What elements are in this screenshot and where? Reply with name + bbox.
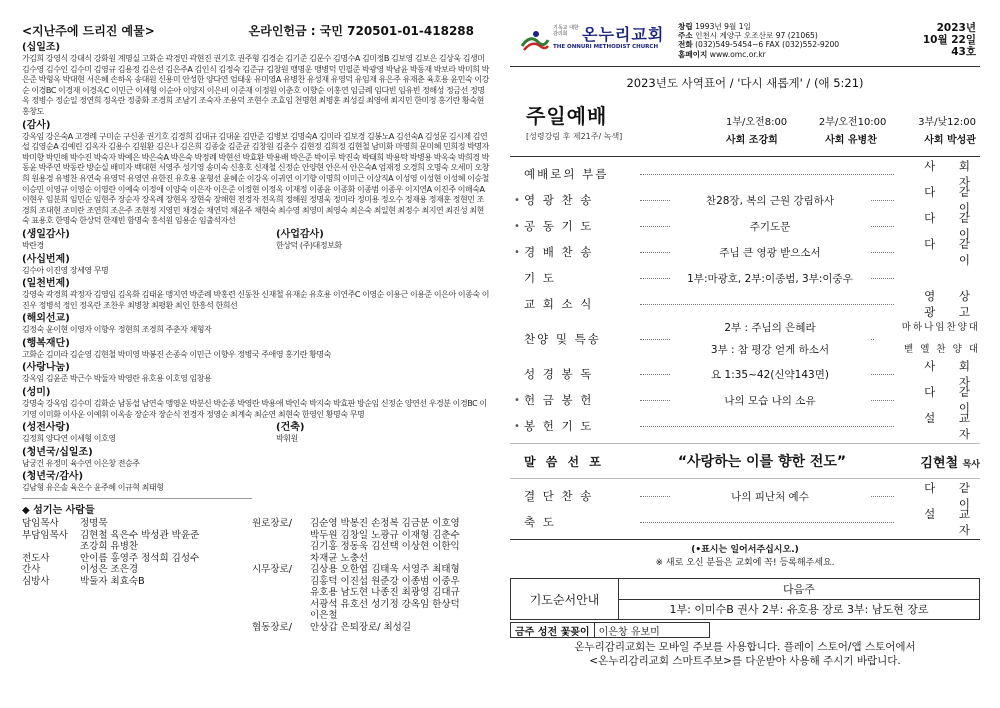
order-item [510,291,980,317]
overseas-label: (해외선교) [22,313,70,325]
web-label: 홈페이지 [678,49,708,59]
special-choirs [880,317,980,361]
standing-note: (•표시는 일어서주십시오.) [691,545,799,555]
servant-names: 안이름 홍영주 정석희 김성수 [80,552,200,564]
onek-names: 강영숙 곽경희 곽정자 김영임 김옥화 김태윤 맹지연 박준례 박홍련 신동찬 신재철 유재순 유호용 이연주C 이영순 이용근 이용준 이은아 이종숙 이진우 정병석 정인 정옥란 조찬우 최병창 최평환 최인 한흥석 한희선 [22,290,490,310]
order-content: 주님 큰 영광 받으소서 [670,245,870,260]
bulletin-column [510,22,980,702]
holy-names: 강명숙 강옥임 김수미 김화순 남동섭 남연숙 맹영운 박분신 박순종 박영란 박용애 박인숙 박지숙 박효판 방순임 신정순 양연선 우경분 이경BC 이기영 이미화 이사운 이예휘 이옥송 장순자 장순식 전경자 정영순 최계숙 최순연 최현숙 한영인 황명숙 무명 [22,399,487,419]
flower-label: 금주 성전 꽃꽂이 [511,623,595,637]
company-label: (사업감사) [276,228,324,240]
servant-names: 박두원 김창일 노광규 이재형 김춘수 [310,529,460,541]
leader-2: 사회 유병찬 [825,135,877,146]
order-content: 찬28장, 복의 근원 강림하사 [670,193,870,208]
flower-names: 이은창 유보미 [598,626,660,638]
special-song-2: 3부 : 참 평강 얻게 하소서 [710,344,830,356]
standing-bullet: • [514,194,520,206]
servant-row [22,530,252,542]
servant-names: 김기홍 정동욱 김선택 이상현 이한익 [310,541,460,553]
servant-row [22,541,252,553]
prayer-schedule [510,578,980,620]
leader-1: 사회 조강희 [726,135,778,146]
servant-names: 조강희 유병찬 [80,541,139,553]
logo-denomination: 기독교 대한감리회 [553,25,579,37]
order-of-worship [510,156,980,540]
offering-header [22,22,490,40]
standing-bullet: • [514,394,520,406]
founded-label: 창립 [678,22,693,31]
servant-row [22,564,252,576]
order-responsible: 사 회 자 [924,359,980,389]
servant-names: 김홍덕 이진섭 원준강 이종범 이중우 [310,575,460,587]
youth-tithe-names: 남궁건 유정미 육수연 이은창 전승주 [22,458,140,468]
order-content: 나의 모습 나의 소유 [670,393,870,408]
service-title: 주일예배 [526,104,608,128]
special-songs [670,317,870,361]
servant-role [22,541,80,553]
issue-date [878,22,980,58]
masthead-divider [510,66,980,67]
order-responsible: 다 같 이 [924,185,980,215]
temple-love-label: (성전사랑) [22,422,70,434]
sermon-row [510,443,980,479]
order-title: 경 배 찬 송 [524,245,594,259]
birthday-company-pair [22,227,490,252]
flower-arrangement [510,622,710,638]
order-responsible: 설 교 자 [924,411,980,441]
servant-role [252,610,310,622]
missions-label: (사십번제) [22,253,70,265]
order-title: 결 단 찬 송 [524,489,594,503]
order-content: 주기도문 [670,219,870,234]
offering-column [22,22,490,702]
address-label: 주소 [678,31,693,41]
servant-role [252,587,310,599]
missions-names: 김수아 이진영 장세영 무명 [22,265,109,275]
order-title: 헌 금 봉 헌 [524,393,594,407]
church-logo [510,22,678,60]
youth-thanks-label: (청년국/감사) [22,471,84,483]
issue-year: 2023년 [936,22,976,34]
order-title: 성 경 봉 독 [524,367,594,381]
order-title: 기 도 [524,271,556,285]
sermon-preacher [890,452,980,471]
order-item [510,413,980,439]
order-title: 예배로의 부름 [524,167,609,181]
order-responsible: 설 교 자 [924,507,980,537]
offering-title: <지난주에 드리진 예물> [22,24,155,38]
preacher-name: 김현철 [920,455,959,471]
servants-left [22,518,252,633]
order-title: 축 도 [524,515,556,529]
order-title: 찬양 및 특송 [524,332,601,346]
order-title: 교 회 소 식 [524,297,594,311]
dot-leader [640,174,894,175]
servant-names: 박둘자 최효숙B [80,575,145,587]
leader-3: 사회 박성관 [924,135,976,146]
birthday-label: (생일감사) [22,228,70,240]
servant-names: 정명묵 [80,518,108,530]
thanks-label: (감사) [22,119,51,131]
servants-list [22,518,490,633]
servant-role: 부담임목사 [22,529,68,541]
service-time-1: 1부/오전8:00 [726,117,788,128]
special-choir-1: 마하나임찬양대 [901,322,980,333]
order-responsible: 다 같 이 [924,481,980,511]
order-content: 나의 피난처 예수 [670,489,870,504]
tithe-label: (십일조) [22,42,61,53]
birthday-names: 박란경 [22,240,44,250]
servants-header: ◆ 섬기는 사람들 [22,498,252,516]
servant-row [22,518,252,530]
love-names: 강옥임 김윤준 박근수 박둘자 박영란 유호용 이호영 임창용 [22,374,212,384]
servant-row [252,541,490,553]
service-times [726,117,976,129]
service-leaders [726,131,976,146]
prayer-leaders: 1부: 이미수B 권사 2부: 유호용 장로 3부: 남도현 장로 [669,603,929,617]
servant-row [22,553,252,565]
order-content: 1부:마광호, 2부:이종범, 3부:이중우 [670,271,870,286]
dot-leader [640,304,894,305]
love-label: (사랑나눔) [22,362,70,374]
phone-label: 전화 [678,40,693,50]
servant-row [252,530,490,542]
order-item [510,509,980,535]
service-time-3: 3부/낮12:00 [918,117,976,128]
happy-label: (행복재단) [22,337,70,349]
servant-row [252,518,490,530]
order-title: 봉 헌 기 도 [524,419,594,433]
servant-names: 안상갑 은퇴장로/ 최성길 [310,621,412,633]
order-content: 요 1:35~42(신약143면) [670,367,870,382]
preacher-title: 목사 [962,459,980,470]
standing-bullet: • [514,420,520,432]
servant-role: 간사 [22,564,41,576]
order-title: 영 광 찬 송 [524,193,594,207]
servant-row [252,587,490,599]
servant-row [22,576,252,588]
servant-role [252,599,310,611]
servant-row [252,576,490,588]
prayer-schedule-body [619,579,979,619]
sermon-title: “사랑하는 이를 향한 전도” [677,454,847,470]
youth-thanks-names: 김남형 유은솔 육은수 윤주혜 이규혁 최태형 [22,483,164,493]
church-website[interactable]: www.omc.or.kr [709,49,766,59]
newcomer-note: ※ 새로 오신 분들은 교회에 꼭! 등록해주세요. [655,558,835,568]
church-logo-icon [520,28,550,54]
offering-account: 온라인헌금 : 국민 720501-01-418288 [248,24,474,38]
standing-bullet: • [514,246,520,258]
issue-day: 10월 22일 [922,34,976,46]
servant-role [252,553,310,565]
service-header [526,97,980,129]
servant-role: 전도사 [22,552,50,564]
sermon-label: 말 씀 선 포 [524,454,604,469]
church-phone: (032)549-5454~6 FAX (032)552-9200 [695,40,840,50]
servant-role [252,530,310,542]
happy-names: 고화순 김미라 김순영 김현철 박미영 박봉진 손종숙 이민근 이향우 정병국 주애영 홍기란 황명숙 [22,349,331,359]
service-subheader [526,131,980,146]
notes [510,544,980,570]
servant-names: 김상용 오한엽 김태욱 서영주 최태형 [310,564,460,576]
servant-row [252,622,490,634]
servant-role: 협동장로/ [252,621,292,633]
standing-bullet: • [514,220,520,232]
servant-names: 김순영 박봉진 손정복 김금분 이호영 [310,518,460,530]
servant-names: 김현철 육은수 박성관 박윤준 [80,529,200,541]
service-time-2: 2부/오전10:00 [818,117,887,128]
masthead [510,22,980,66]
liturgical-season: [성령강림 후 제21주/ 녹색] [526,132,623,141]
servant-names: 이성은 조은경 [80,564,139,576]
servants-right [252,518,490,633]
servant-role [252,576,310,588]
special-choir-2: 벧 엘 찬 양 대 [904,344,980,355]
temple-love-names: 김정희 양다연 이세형 이호영 [22,434,116,444]
servant-role: 시무장로/ [252,564,292,576]
order-item [510,239,980,265]
building-pair [22,420,490,445]
app-notice-line1: 온누리감리교회는 모바일 주보를 사용합니다. 플레이 스토어/앱 스토어에서 [574,641,916,653]
order-responsible: 다 같 이 [924,211,980,241]
special-song-1: 2부 : 주님의 은혜라 [724,322,816,334]
year-motto: 2023년도 사역표어 / '다시 새롭게' / (애 5:21) [626,76,864,90]
order-responsible: 다 같 이 [924,237,980,267]
servant-names: 차재균 노충선 [310,552,369,564]
logo-church-name: 온누리교회 [582,25,665,44]
prayer-schedule-label: 기도순서안내 [511,579,619,619]
overseas-names: 김정숙 윤이현 이영자 이향우 정현희 조경희 주춘자 채형자 [22,325,212,335]
dot-leader [640,426,894,427]
app-notice-line2: <온누리감리교회 스마트주보>를 다운받아 사용해 주시기 바랍니다. [589,655,901,667]
order-title: 공 동 기 도 [524,219,594,233]
church-address: 인천시 계양구 오조산로 97 (21065) [695,31,818,41]
order-responsible: 다 같 이 [924,385,980,415]
mobile-bulletin-notice [510,640,980,668]
onek-label: (일천번제) [22,278,70,290]
building-label: (건축) [276,422,305,434]
thanks-names: 강옥임 강은숙A 고경례 구미순 구신종 권기호 김경희 김대규 김대윤 김만준 김병보 김명숙A 김미라 김보경 김봉노A 김선숙A 김성문 김시제 김연섭 김영순A 김예린 김옥자 김용수 김원환 김은나 김은희 김종술 김준균 김창원 김춘수 김현정 김희정 김현철 남미화 마명희 문미혜 민희정 박명자 박미향 박민해 박수진 박숙자 박예은 박은숙A 박은숙 박정례 박현선 박효환 박용배 박은준 박이루 박진숙 박태희 박용탁 박병용 박옥숙 박희경 박동윤 박주연 박동란 방순실 배미자 백대현 서영주 성기영 송미숙 신흥호 신재철 신정순 안양현 안은서 안은숙A 엄재정 오경희 오명숙 오세미 오창희 원용경 유병찬 유연숙 유영덕 유영연 유한진 유호용 윤형선 윤혜순 이강옥 이귀연 이기향 이명희 이미근 이상직A 이성영 이성현 이성혜 이승철 이승민 이영규 이영순 이영란 이예숙 이정애 이양숙 이은자 이은준 이정현 이정옥 이재정 이종윤 이종화 이종범 이종우 이지연A 이진주 이해숙A 이현우 임분희 임민순 임현주 장순자 장옥례 장현옥 장현숙 장해현 전경자 전옥희 정해원 정명욱 정미라 정미용 정오수 정재용 정재훈 정현민 조경희 조대현 조미란 조연희 조은주 조현정 지영민 채경순 채연덕 채윤주 채현숙 최수영 최영미 최영숙 최은숙 최일현 최정수 최지연 최진성 최현숙 표용호 한명숙 한상덕 한재빈 함명숙 홍석원 임용순 임출석자선 [22,131,489,226]
order-item-special [510,317,980,361]
servant-names: 서광석 유호선 성기정 강옥임 한상덕 [310,598,460,610]
holy-label: (성미) [22,387,51,399]
servant-role: 원로장로/ [252,518,292,530]
tithe-names: 가김희 강영식 강대식 강화원 계명실 고화순 곽경민 곽현진 권기호 권주형 김경순 김기준 김문수 김명수A 김미정B 김보영 김보은 김상욱 김생미 김수영 김수인 김수미 김영규 김용정 김은선 김은주A 김인식 김정숙 김준규 김창원 맹명운 맹병덕 민필준 박광영 박남윤 박동재 박보라 박미희 박은준 박형옥 박대현 서은혜 손하옥 송대원 신용미 안성한 양다연 엄태웅 유미영A 유병찬 유성재 유영덕 유임재 유은주 유재춘 육호용 윤민숙 이강순 이경BC 이경재 이경옥C 이민근 이세형 이순아 이양지 이은비 이준재 이정원 이춘호 이향순 이홍연 임금례 임다빈 임유빈 정해성 정금선 정명옥 정병수 정순일 정연희 정옥란 정중화 조경희 조남기 조숙자 조용덕 조현수 조효임 천명현 최병훈 최성길 최영애 최지민 한미정 홍기란 황숙현 홍창도 [22,54,489,116]
order-responsible: 사 회 자 [924,159,980,189]
servant-role: 담임목사 [22,518,59,530]
dot-leader [640,522,894,523]
servant-row [252,564,490,576]
building-names: 박휘원 [276,434,298,444]
founded-date: 1993년 9월 1일 [695,22,751,31]
logo-english-name: THE ONNURI METHODIST CHURCH [553,44,659,50]
servant-names: 이은철 [310,610,338,622]
church-info [678,22,878,59]
servant-row [252,610,490,622]
issue-number: 43호 [951,46,976,58]
youth-tithe-label: (청년국/십일조) [22,446,93,458]
servant-row [252,599,490,611]
prayer-next-week: 다음주 [619,579,979,600]
servant-role [252,541,310,553]
servant-names: 유호용 남도현 나종진 최광영 김대규 [310,587,460,599]
order-responsible: 영 상 광 고 [924,289,980,319]
company-names: 한상덕 (주)대정보화 [276,240,342,250]
servant-role: 심방사 [22,575,50,587]
servant-row [252,553,490,565]
